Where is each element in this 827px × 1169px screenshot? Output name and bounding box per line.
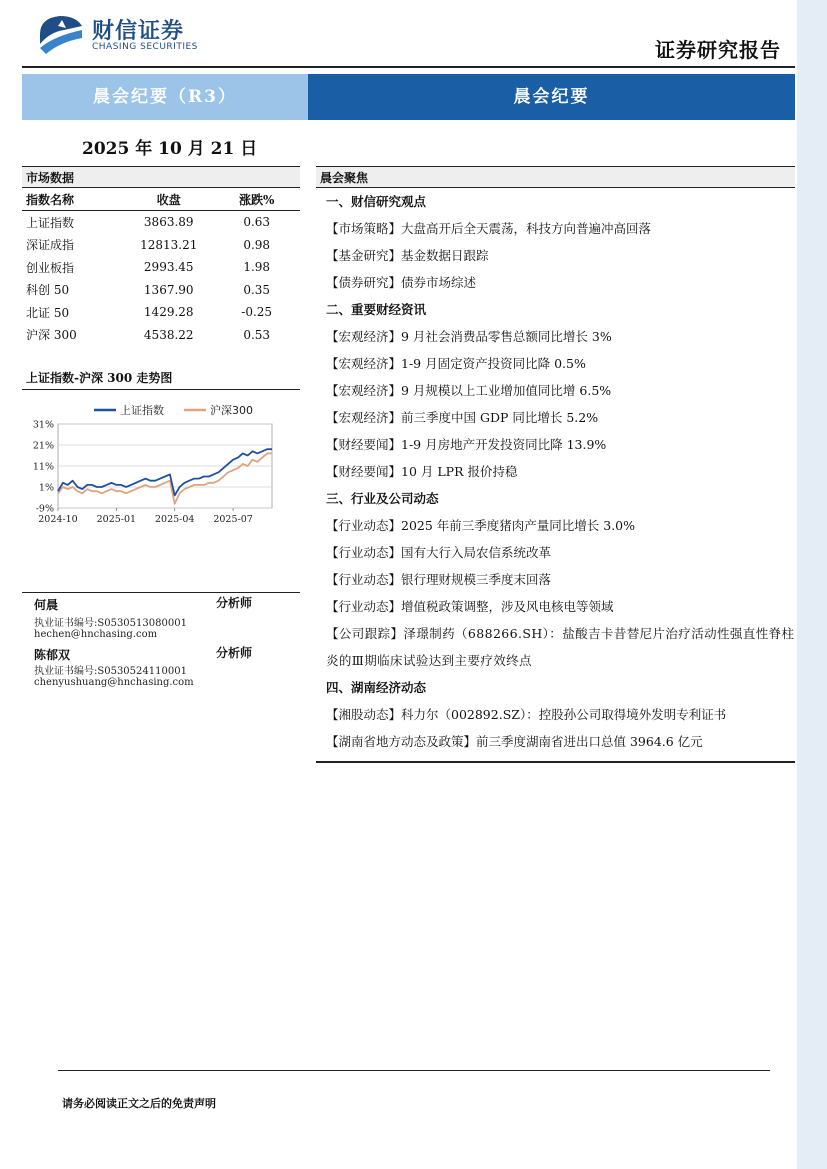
col-change: 涨跌% bbox=[213, 188, 300, 211]
focus-title: 晨会聚焦 bbox=[316, 166, 795, 188]
legend-label: 沪深300 bbox=[210, 404, 253, 417]
analyst-email[interactable]: hechen@hnchasing.com bbox=[34, 629, 158, 640]
table-row bbox=[22, 279, 300, 302]
y-tick-label: 31% bbox=[32, 419, 54, 431]
analyst-row bbox=[34, 594, 294, 614]
list-item[interactable]: 【行业动态】银行理财规模三季度末回落 bbox=[326, 572, 552, 587]
index-close: 3863.89 bbox=[143, 215, 194, 230]
footer-divider bbox=[58, 1070, 770, 1071]
col-index-name: 指数名称 bbox=[22, 188, 124, 211]
list-item[interactable]: 【行业动态】2025 年前三季度猪肉产量同比增长 3.0% bbox=[326, 518, 636, 533]
analyst-divider bbox=[22, 592, 300, 593]
analyst-role: 分析师 bbox=[216, 596, 253, 610]
section-heading: 四、湖南经济动态 bbox=[326, 680, 427, 695]
market-table bbox=[22, 188, 300, 346]
list-item[interactable]: 【财经要闻】1-9 月房地产开发投资同比降 13.9% bbox=[326, 437, 607, 452]
section-heading: 一、财信研究观点 bbox=[326, 194, 427, 209]
y-tick-label: -9% bbox=[35, 503, 54, 515]
logo-text-en: CHASING SECURITIES bbox=[92, 42, 198, 52]
banner-left-label: 晨会纪要（R3） bbox=[93, 87, 237, 107]
index-name: 上证指数 bbox=[26, 215, 75, 230]
index-change: 0.63 bbox=[243, 215, 271, 230]
y-tick-label: 11% bbox=[32, 461, 54, 473]
company-logo-icon bbox=[36, 12, 84, 56]
table-row bbox=[22, 234, 300, 257]
index-close: 2993.45 bbox=[143, 260, 194, 275]
market-data-title: 市场数据 bbox=[22, 166, 300, 188]
index-name: 创业板指 bbox=[26, 260, 75, 275]
list-item[interactable]: 【行业动态】国有大行入局农信系统改革 bbox=[326, 545, 552, 560]
y-tick-label: 21% bbox=[32, 440, 54, 452]
table-row bbox=[22, 324, 300, 347]
index-name: 深证成指 bbox=[26, 238, 75, 253]
analyst-cert: 执业证书编号:S0530524110001 bbox=[34, 666, 187, 677]
trend-chart bbox=[22, 396, 300, 536]
analyst-role: 分析师 bbox=[216, 646, 253, 660]
report-type: 证券研究报告 bbox=[655, 38, 781, 62]
list-item[interactable]: 【宏观经济】9 月规模以上工业增加值同比增 6.5% bbox=[326, 383, 612, 398]
x-tick-label: 2024-10 bbox=[38, 514, 78, 525]
list-item[interactable]: 【公司跟踪】泽璟制药（688266.SH）：盐酸吉卡昔替尼片治疗活动性强直性脊柱炎的Ⅲ期临床试验达到主要疗效终点 bbox=[326, 626, 795, 668]
x-tick-label: 2025-07 bbox=[213, 514, 253, 525]
x-tick-label: 2025-01 bbox=[96, 514, 137, 525]
list-item[interactable]: 【行业动态】增值税政策调整，涉及风电核电等领域 bbox=[326, 599, 614, 614]
index-change: 0.53 bbox=[243, 327, 271, 342]
analyst-name: 何晨 bbox=[34, 598, 59, 612]
list-item[interactable]: 【宏观经济】前三季度中国 GDP 同比增长 5.2% bbox=[326, 410, 599, 425]
side-stripe bbox=[797, 0, 827, 1169]
table-row bbox=[22, 301, 300, 324]
section-heading: 二、重要财经资讯 bbox=[326, 302, 427, 317]
index-close: 1429.28 bbox=[143, 305, 194, 320]
table-row bbox=[22, 256, 300, 279]
list-item[interactable]: 【财经要闻】10 月 LPR 报价持稳 bbox=[326, 464, 518, 479]
analyst-cert: 执业证书编号:S0530513080001 bbox=[34, 618, 187, 629]
x-tick-label: 2025-04 bbox=[154, 514, 195, 525]
analyst-name: 陈郁双 bbox=[34, 648, 71, 662]
index-change: 1.98 bbox=[243, 260, 271, 275]
banner-right-label: 晨会纪要 bbox=[513, 87, 590, 107]
table-row bbox=[22, 211, 300, 234]
index-name: 北证 50 bbox=[26, 305, 70, 320]
analyst-email[interactable]: chenyushuang@hnchasing.com bbox=[34, 677, 194, 688]
index-close: 4538.22 bbox=[143, 327, 194, 342]
focus-list bbox=[316, 188, 795, 755]
legend-label: 上证指数 bbox=[120, 404, 164, 417]
analyst-block bbox=[34, 594, 294, 692]
chart-title: 上证指数-沪深 300 走势图 bbox=[26, 371, 173, 385]
list-item[interactable]: 【宏观经济】9 月社会消费品零售总额同比增长 3% bbox=[326, 329, 612, 344]
list-item[interactable]: 【基金研究】基金数据日跟踪 bbox=[326, 248, 489, 263]
market-data-panel bbox=[22, 166, 300, 346]
list-item[interactable]: 【市场策略】大盘高开后全天震荡，科技方向普遍冲高回落 bbox=[326, 221, 652, 236]
header-divider bbox=[22, 66, 795, 68]
disclaimer-note[interactable]: 请务必阅读正文之后的免责声明 bbox=[62, 1097, 216, 1110]
index-change: -0.25 bbox=[241, 305, 273, 320]
index-name: 科创 50 bbox=[26, 283, 70, 298]
list-item[interactable]: 【湘股动态】科力尔（002892.SZ）：控股孙公司取得境外发明专利证书 bbox=[326, 707, 727, 722]
focus-end-divider bbox=[316, 761, 795, 763]
index-close: 1367.90 bbox=[143, 282, 194, 297]
index-change: 0.35 bbox=[243, 282, 271, 297]
section-heading: 三、行业及公司动态 bbox=[326, 491, 439, 506]
banner-left bbox=[22, 74, 308, 120]
market-table-header bbox=[22, 188, 300, 211]
list-item[interactable]: 【湖南省地方动态及政策】前三季度湖南省进出口总值 3964.6 亿元 bbox=[326, 734, 703, 749]
list-item[interactable]: 【宏观经济】1-9 月固定资产投资同比降 0.5% bbox=[326, 356, 586, 371]
banner-right bbox=[308, 74, 795, 120]
y-tick-label: 1% bbox=[38, 482, 54, 494]
index-close: 12813.21 bbox=[140, 237, 198, 252]
analyst-row bbox=[34, 644, 294, 662]
col-close: 收盘 bbox=[124, 188, 213, 211]
list-item[interactable]: 【债券研究】债券市场综述 bbox=[326, 275, 477, 290]
logo-text-cn: 财信证券 bbox=[92, 19, 185, 44]
chart-divider bbox=[22, 389, 300, 390]
index-change: 0.98 bbox=[243, 237, 271, 252]
morning-focus-panel bbox=[316, 166, 795, 755]
report-date: 2025 年 10 月 21 日 bbox=[82, 139, 258, 159]
index-name: 沪深 300 bbox=[26, 328, 77, 343]
